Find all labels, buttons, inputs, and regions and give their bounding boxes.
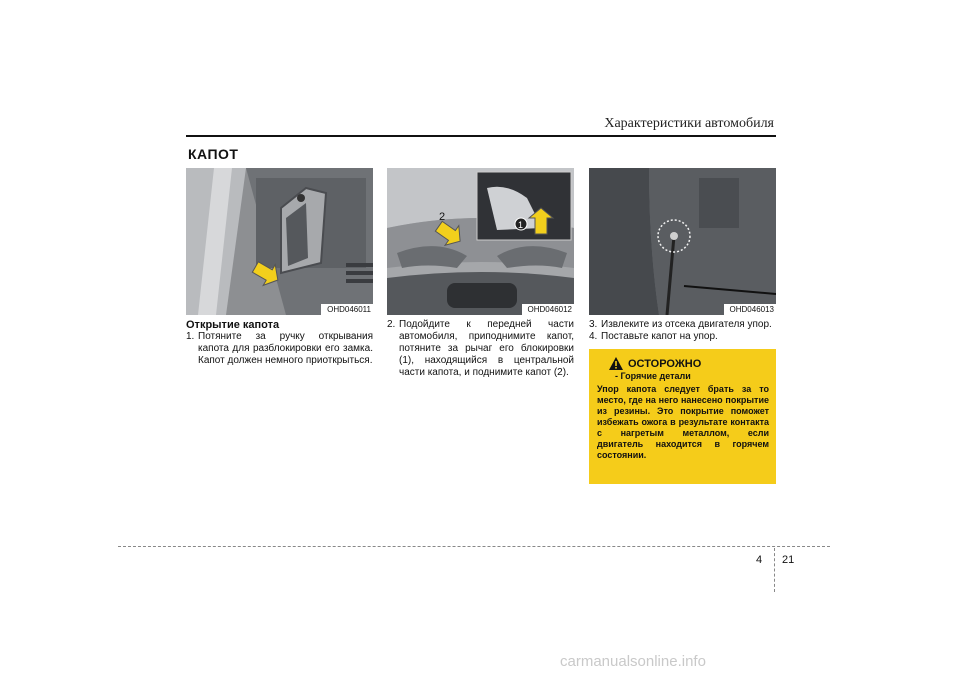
step-number: 3.	[589, 319, 598, 330]
step-2	[387, 319, 574, 379]
column-2-text	[387, 319, 574, 379]
footer-vertical-divider	[774, 548, 775, 592]
callout-1-label: 1	[518, 220, 524, 230]
step-number: 4.	[589, 331, 598, 342]
figure-hood-support-rod	[589, 168, 776, 315]
step-text: Подойдите к передней части автомобиля, приподнимите капот, потяните за рычаг его блокировки (1), находящийся в центральной части капота, и поднимите капот (2).	[399, 319, 574, 378]
section-title: КАПОТ	[188, 146, 239, 162]
running-header: Характеристики автомобиля	[604, 116, 774, 131]
chapter-number: 4	[756, 554, 763, 566]
subheading-opening-hood: Открытие капота	[186, 319, 280, 331]
warning-title: ОСТОРОЖНО	[628, 357, 702, 370]
warning-body: Упор капота следует брать за то место, где на него нанесено покрытие из резины. Это покрытие поможет избежать ожога в результате контакта с нагретым металлом, если двигатель находится в горячем состоянии.	[597, 384, 769, 460]
warning-box	[589, 349, 776, 484]
step-4	[589, 331, 776, 343]
page-number: 21	[782, 554, 795, 566]
watermark: carmanualsonline.info	[560, 653, 706, 670]
hood-support-photo	[589, 168, 776, 315]
figure-hood-release-lever	[186, 168, 373, 315]
step-1	[186, 331, 373, 367]
step-number: 2.	[387, 319, 396, 330]
column-3-text	[589, 319, 776, 343]
step-number: 1.	[186, 331, 195, 342]
step-text: Потяните за ручку открывания капота для разблокировки его замка. Капот должен немного приоткрыться.	[198, 331, 373, 366]
hood-release-photo	[186, 168, 373, 315]
step-text: Извлеките из отсека двигателя упор.	[601, 319, 772, 330]
hood-latch-photo	[387, 168, 574, 315]
figure-code: OHD046013	[724, 304, 776, 315]
figure-code: OHD046011	[321, 304, 373, 315]
header-divider	[186, 135, 776, 137]
warning-header	[609, 357, 769, 370]
step-text: Поставьте капот на упор.	[601, 331, 718, 342]
step-3	[589, 319, 776, 331]
warning-triangle-icon	[609, 357, 623, 370]
figure-code: OHD046012	[522, 304, 574, 315]
footer-divider	[118, 546, 830, 547]
column-1-text	[186, 319, 373, 367]
warning-subtitle: - Горячие детали	[615, 371, 691, 381]
figure-hood-latch	[387, 168, 574, 315]
callout-2-label: 2	[439, 211, 446, 223]
